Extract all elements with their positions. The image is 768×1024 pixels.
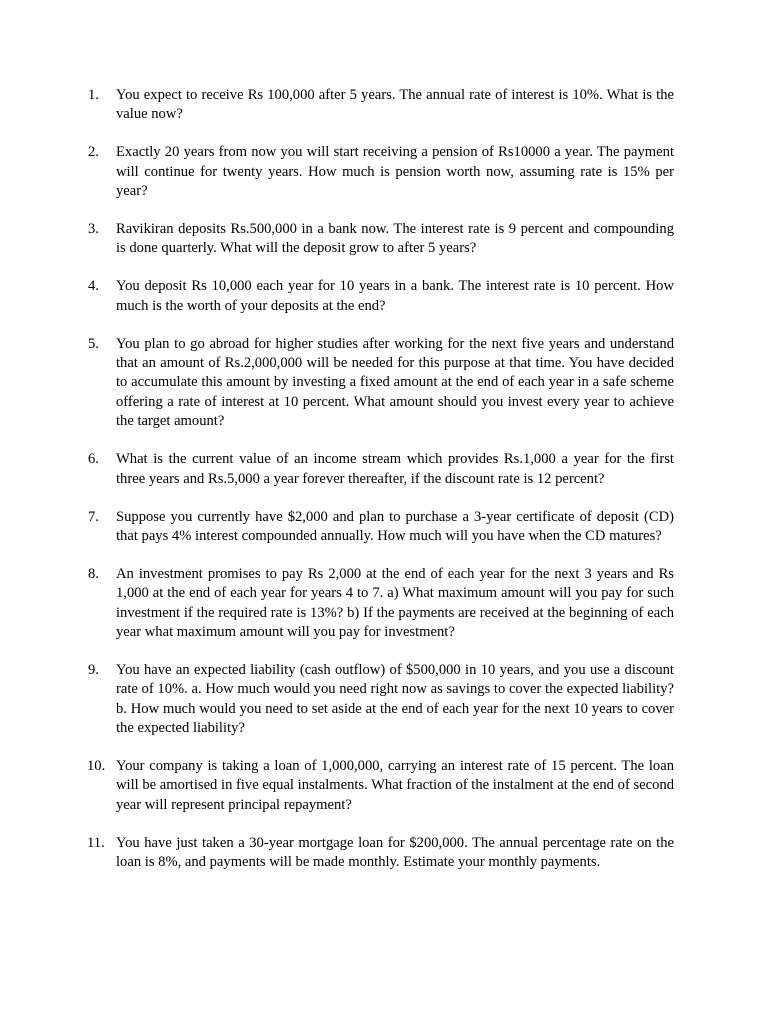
question-text: You plan to go abroad for higher studies after working for the next five years and understand that an amount of Rs.2,000,000 will be needed for this purpose at that time. You have decided to accumulate this amount by investing a fixed amount at the end of each year in a safe scheme offering a rate of interest at 10 percent. What amount should you invest every year to achieve the target amount? (116, 335, 674, 430)
question-text: Ravikiran deposits Rs.500,000 in a bank now. The interest rate is 9 percent and compounding is done quarterly. What will the deposit grow to after 5 years? (116, 221, 674, 257)
question-item-7 (88, 508, 674, 547)
question-text: Exactly 20 years from now you will start receiving a pension of Rs10000 a year. The payment will continue for twenty years. How much is pension worth now, assuming rate is 15% per year? (116, 144, 674, 200)
question-number: 11. (87, 834, 105, 851)
question-number: 4. (88, 278, 99, 295)
question-item-11 (87, 834, 674, 873)
question-number: 6. (88, 451, 99, 468)
question-text: You have just taken a 30-year mortgage loan for $200,000. The annual percentage rate on the loan is 8%, and payments will be made monthly. Estimate your monthly payments. (116, 834, 674, 871)
question-item-2 (88, 143, 674, 201)
question-number: 1. (88, 87, 99, 103)
question-text: An investment promises to pay Rs 2,000 at the end of each year for the next 3 years and Rs 1,000 at the end of each year for years 4 to 7. a) What maximum amount will you pay for such investment if the required rate is 13%? b) If the payments are received at the beginning of each year what maximum amount will you pay for investment? (116, 565, 674, 641)
question-text: Your company is taking a loan of 1,000,000, carrying an interest rate of 15 percent. The loan will be amortised in five equal instalments. What fraction of the instalment at the end of second year will represent principal repayment? (116, 758, 674, 813)
question-item-10 (87, 757, 674, 815)
question-text: Suppose you currently have $2,000 and plan to purchase a 3-year certificate of deposit (CD) that pays 4% interest compounded annually. How much will you have when the CD matures? (116, 508, 674, 544)
question-number: 9. (88, 661, 99, 678)
question-item-1 (88, 86, 674, 125)
question-item-9 (88, 661, 674, 739)
question-item-4 (88, 277, 674, 316)
question-text: You have an expected liability (cash outflow) of $500,000 in 10 years, and you use a discount rate of 10%. a. How much would you need right now as savings to cover the expected liability? b. How much would you need to set aside at the end of each year for the next 10 years to cover the expected liability? (116, 661, 674, 737)
question-number: 8. (88, 565, 99, 582)
question-number: 7. (88, 508, 99, 525)
question-text: You expect to receive Rs 100,000 after 5 years. The annual rate of interest is 10%. What is the value now? (116, 87, 674, 123)
question-list (87, 86, 674, 891)
question-item-3 (88, 220, 674, 259)
question-item-8 (88, 565, 674, 643)
question-item-5 (88, 335, 674, 432)
question-text: You deposit Rs 10,000 each year for 10 years in a bank. The interest rate is 10 percent. How much is the worth of your deposits at the end? (116, 278, 674, 314)
question-number: 2. (88, 144, 99, 161)
question-number: 10. (87, 758, 106, 775)
question-number: 5. (88, 335, 99, 352)
question-number: 3. (88, 221, 99, 238)
question-text: What is the current value of an income stream which provides Rs.1,000 a year for the first three years and Rs.5,000 a year forever thereafter, if the discount rate is 12 percent? (116, 451, 674, 487)
question-item-6 (88, 450, 674, 489)
